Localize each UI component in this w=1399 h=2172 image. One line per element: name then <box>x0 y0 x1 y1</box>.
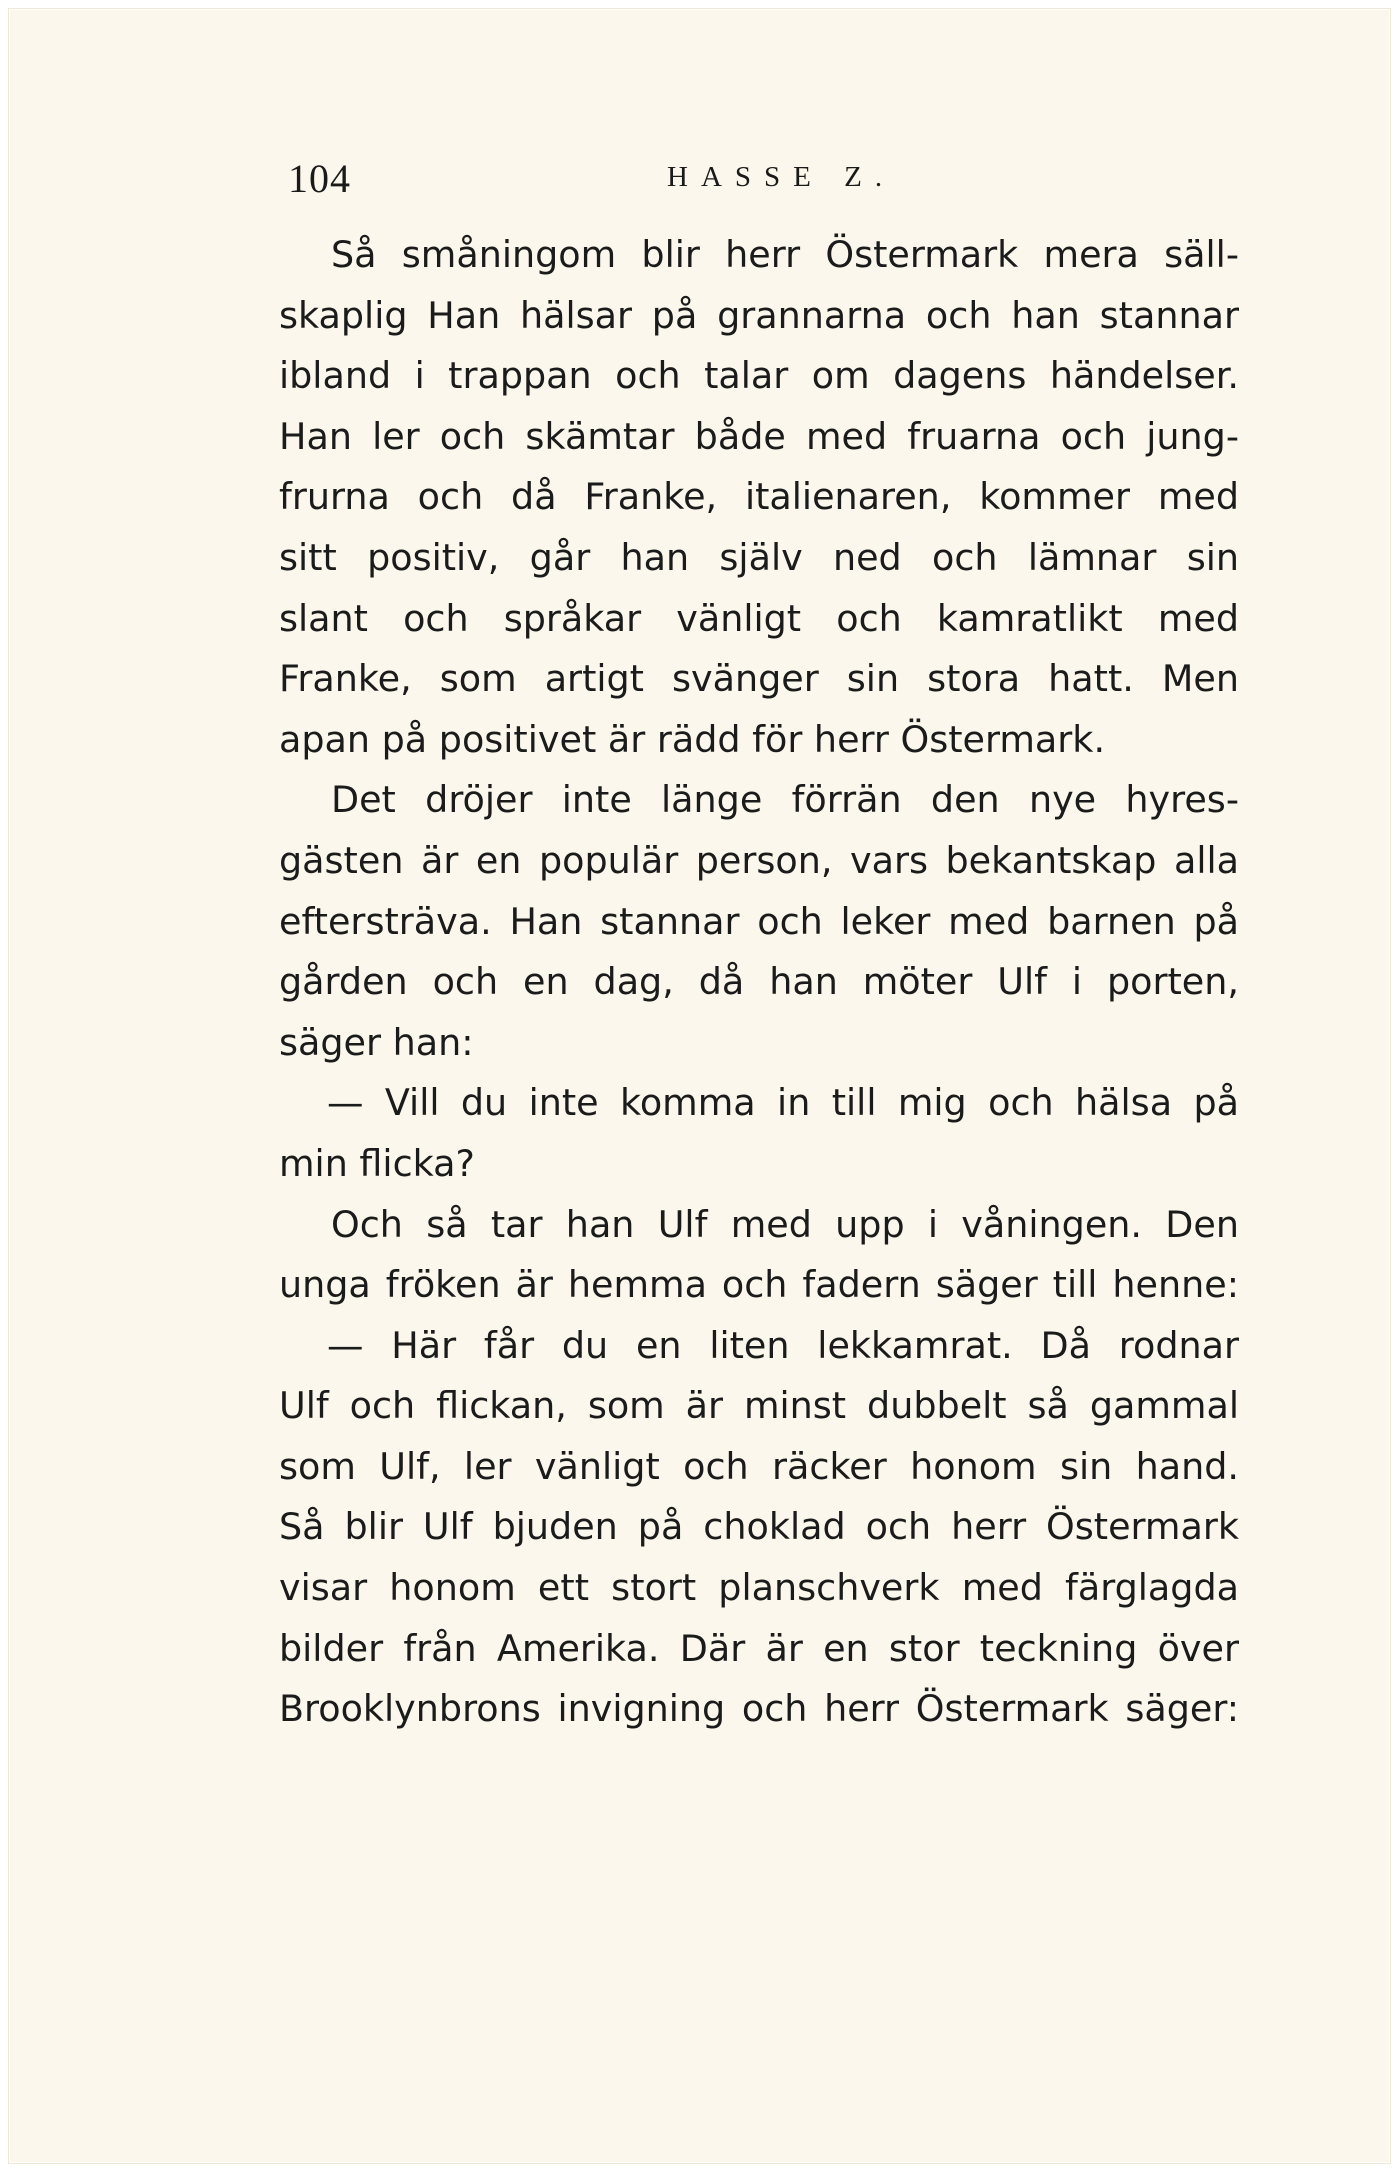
text-line: visar honom ett stort planschverk med färglagda <box>279 1566 1239 1610</box>
text-line: Så blir Ulf bjuden på choklad och herr Östermark <box>279 1505 1239 1549</box>
text-line: eftersträva. Han stannar och leker med barnen på <box>279 899 1239 943</box>
text-line: Han ler och skämtar både med fruarna och jung- <box>279 414 1239 458</box>
text-line: Så småningom blir herr Östermark mera säll- <box>331 233 1239 276</box>
text-line: ibland i trappan och talar om dagens händelser. <box>279 354 1239 398</box>
text-line: unga fröken är hemma och fadern säger till henne: <box>279 1263 1239 1307</box>
text-line: min flicka? <box>279 1141 475 1185</box>
text-line: som Ulf, ler vänligt och räcker honom sin hand. <box>279 1444 1239 1488</box>
dialogue-line: — Vill du inte komma in till mig och hälsa på <box>327 1081 1239 1125</box>
page-number: 104 <box>288 156 351 201</box>
text-line: Franke, som artigt svänger sin stora hatt. Men <box>279 657 1239 701</box>
running-head-title: HASSE Z. <box>667 161 896 193</box>
text-line: Brooklynbrons invigning och herr Östermark säger: <box>279 1687 1239 1731</box>
running-head <box>286 155 1254 215</box>
text-line: apan på positivet är rädd för herr Östermark. <box>279 717 1106 761</box>
text-line: bilder från Amerika. Där är en stor teckning över <box>279 1626 1239 1670</box>
text-line: Det dröjer inte länge förrän den nye hyres- <box>331 778 1239 822</box>
text-line: skaplig Han hälsar på grannarna och han stannar <box>279 293 1239 337</box>
body-text <box>279 225 1239 1740</box>
text-line: säger han: <box>279 1020 474 1064</box>
text-line: gästen är en populär person, vars bekantskap alla <box>279 838 1239 882</box>
text-line: Ulf och flickan, som är minst dubbelt så gammal <box>279 1384 1239 1428</box>
text-line: Och så tar han Ulf med upp i våningen. Den <box>331 1202 1239 1246</box>
text-line: frurna och då Franke, italienaren, kommer med <box>279 475 1239 519</box>
text-line: sitt positiv, går han själv ned och lämnar sin <box>279 535 1239 579</box>
text-line: gården och en dag, då han möter Ulf i porten, <box>279 960 1239 1004</box>
text-line: slant och språkar vänligt och kamratlikt med <box>279 596 1239 640</box>
dialogue-line: — Här får du en liten lekkamrat. Då rodnar <box>327 1323 1239 1367</box>
